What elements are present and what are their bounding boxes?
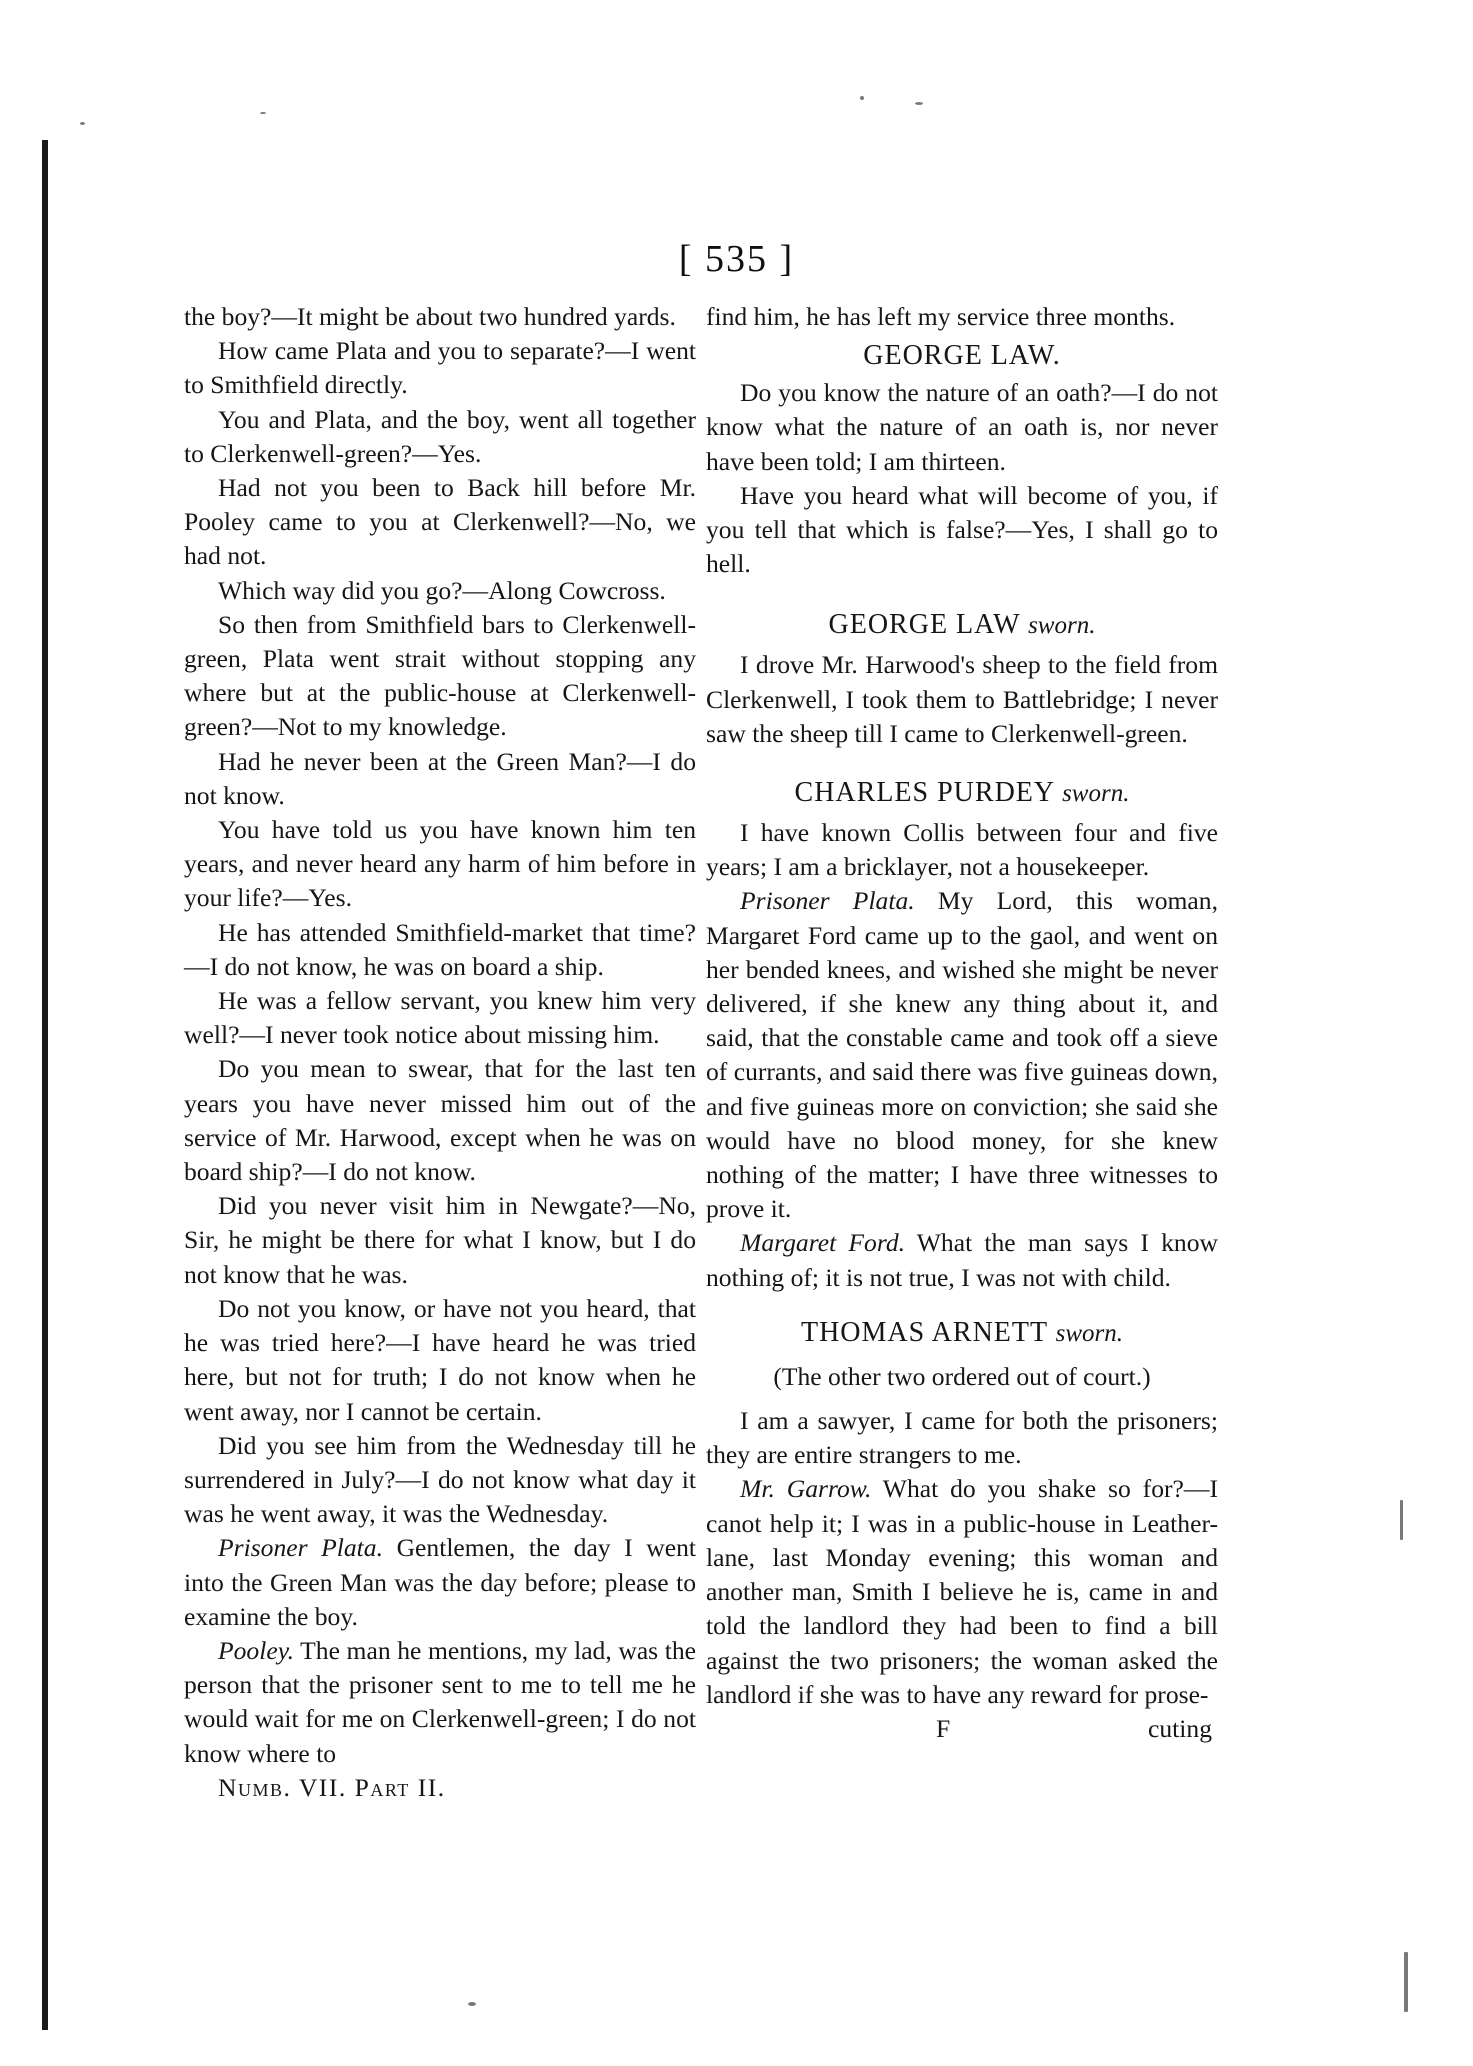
paragraph-text: How came Plata and you to separate?—I went to Smithfield directly. [184,336,696,400]
testimony-paragraph [184,403,696,471]
paragraph-text: Had he never been at the Green Man?—I do not know. [184,746,696,810]
testimony-paragraph [706,479,1218,582]
signature-mark: Numb. VII. Part II. [218,1772,446,1802]
speaker-name: Prisoner Plata. [218,1533,383,1563]
testimony-paragraph [184,334,696,402]
testimony-paragraph [184,300,696,334]
speaker-paragraph [706,884,1218,1226]
testimony-paragraph [184,916,696,984]
paragraph-text: Do you mean to swear, that for the last ten years you have never missed him out of the service of Mr. Harwood, except when he was on board ship?—I do not know. [184,1054,696,1187]
witness-heading [706,607,1218,644]
scan-speck [80,122,85,125]
witness-name: GEORGE LAW. [863,340,1061,372]
speaker-paragraph [706,1226,1218,1294]
testimony-paragraph [184,745,696,813]
paragraph-text: I drove Mr. Harwood's sheep to the field from Clerkenwell, I took them to Battlebridge; I never saw the sheep till I came to Clerkenwell-green. [706,650,1218,748]
testimony-paragraph [184,984,696,1052]
paragraph-text: You have told us you have known him ten years, and never heard any harm of him before in your life?—Yes. [184,815,696,913]
witness-heading [706,338,1218,374]
testimony-paragraph [184,1292,696,1429]
page-number: [ 535 ] [678,238,795,280]
paragraph-text: Did you never visit him in Newgate?—No, Sir, he might be there for what I know, but I do not know that he was. [184,1191,696,1289]
sworn-label: sworn. [1062,780,1130,808]
catchword: cuting [1148,1713,1212,1743]
signature-line [706,1712,1218,1746]
testimony-paragraph [706,376,1218,479]
paragraph-text: Did you see him from the Wednesday till he surrendered in July?—I do not know what day it was he went away, it was the Wednesday. [184,1430,696,1529]
paragraph-text: Gentlemen, the day I went into the Green Man was the day before; please to examine the boy. [184,1533,697,1631]
paragraph-text: The man he mentions, my lad, was the person that the prisoner sent to me to tell me he would wait for me on Clerkenwell-green; I do not know where to [184,1635,696,1768]
paragraph-text: You and Plata, and the boy, went all together to Clerkenwell-green?—Yes. [184,404,696,468]
scan-speck [915,102,923,105]
paragraph-text: Do not you know, or have not you heard, that he was tried here?—I have heard he was tried here, but not for truth; I do not know when he went away, nor I cannot be certain. [184,1293,696,1426]
testimony-paragraph [706,300,1218,334]
paragraph-text: find him, he has left my service three months. [706,302,1176,331]
page-left-rule [42,140,48,2030]
witness-heading [706,775,1218,812]
paragraph-text: He has attended Smithfield-market that time?—I do not know, he was on board a ship. [184,917,696,981]
speaker-paragraph [706,1472,1218,1711]
witness-name: CHARLES PURDEY [794,777,1055,809]
paragraph-text: Had not you been to Back hill before Mr. Pooley came to you at Clerkenwell?—No, we had not. [184,473,696,571]
paragraph-text: Have you heard what will become of you, if you tell that which is false?—Yes, I shall go to hell. [706,480,1218,579]
scan-speck [260,112,266,114]
testimony-paragraph [184,1189,696,1292]
testimony-paragraph [184,608,696,745]
paragraph-text: I am a sawyer, I came for both the prisoners; they are entire strangers to me. [706,1406,1218,1470]
paragraph-text: My Lord, this woman, Margaret Ford came up to the gaol, and went on her bended knees, and wished she might be never delivered, if she knew any thing about it, and said, that the constable came and took off a sieve of currants, and said there was five guineas down, and five guineas more on conviction; she said she would have no blood money, for she knew nothing of the matter; I have three witnesses to prove it. [706,886,1218,1224]
scan-speck [860,96,864,100]
speaker-name: Mr. Garrow. [740,1474,872,1504]
witness-heading [706,1315,1218,1352]
paragraph-text: He was a fellow servant, you knew him very well?—I never took notice about missing him. [184,986,696,1050]
left-column [184,300,696,1805]
paragraph-text: What do you shake so for?—I canot help it; I was in a public-house in Leather-lane, last Monday evening; this woman and another man, Smith I believe he is, came in and told the landlord they had been to find a bill against the two prisoners; the woman asked the landlord if she was to have any reward for prose- [706,1474,1219,1709]
right-column [706,300,1218,1746]
signature-letter: F [936,1713,951,1743]
sworn-label: sworn. [1028,612,1096,640]
court-note: (The other two ordered out of court.) [773,1361,1151,1391]
paragraph-text: the boy?—It might be about two hundred yards. [184,302,676,331]
paragraph-text: Do you know the nature of an oath?—I do not know what the nature of an oath is, nor never have been told; I am thirteen. [706,378,1218,476]
testimony-paragraph [706,816,1218,884]
paragraph-text: Which way did you go?—Along Cowcross. [218,575,666,605]
scan-speck [1404,1952,1408,2012]
testimony-paragraph [184,813,696,916]
paragraph-text: So then from Smithfield bars to Clerkenwell-green, Plata went strait without stopping any where but at the public-house at Clerkenwell-green?—Not to my knowledge. [184,609,696,742]
speaker-paragraph [184,1531,696,1634]
testimony-paragraph [706,648,1218,751]
paragraph-text: What the man says I know nothing of; it is not true, I was not with child. [706,1228,1218,1292]
scan-speck [1400,1500,1403,1540]
testimony-paragraph [184,1429,696,1532]
testimony-paragraph [184,1052,696,1189]
testimony-paragraph [184,574,696,608]
paragraph-text: I have known Collis between four and five years; I am a bricklayer, not a housekeeper. [706,818,1218,882]
witness-name: THOMAS ARNETT [800,1316,1048,1348]
speaker-name: Margaret Ford. [740,1228,906,1258]
speaker-paragraph [184,1634,696,1771]
speaker-name: Pooley. [218,1635,295,1665]
witness-name: GEORGE LAW [828,609,1021,641]
scan-speck [468,2002,476,2006]
sworn-label: sworn. [1055,1319,1123,1347]
testimony-paragraph [184,471,696,574]
speaker-name: Prisoner Plata. [740,886,915,916]
testimony-paragraph [706,1404,1218,1472]
